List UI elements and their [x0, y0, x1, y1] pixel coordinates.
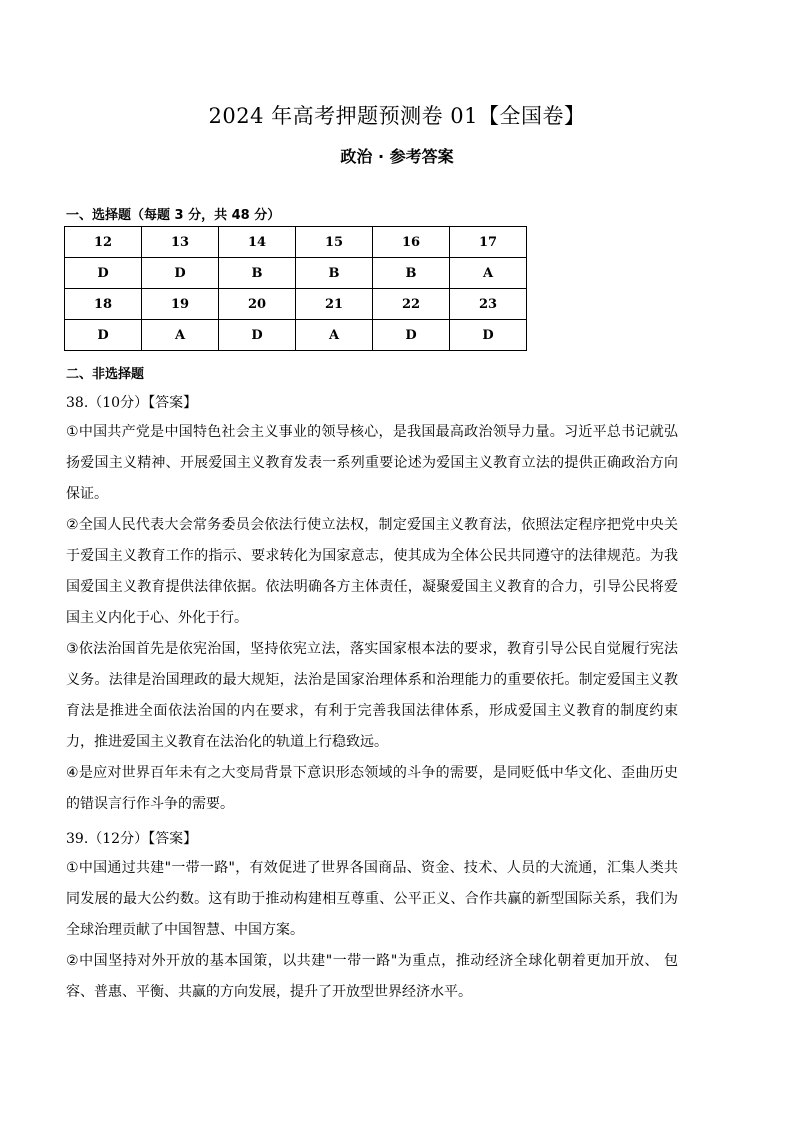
- answer-table-cell: 18: [65, 289, 142, 320]
- page-title: 2024 年高考押题预测卷 01【全国卷】: [208, 104, 586, 128]
- answer-table-cell: A: [296, 320, 373, 351]
- answer-table-cell: A: [142, 320, 219, 351]
- q38-answer-point-1: ①中国共产党是中国特色社会主义事业的领导核心，是我国最高政治领导力量。习近平总书记就弘扬爱国主义精神、开展爱国主义教育发表一系列重要论述为爱国主义教育立法的提供正确政治方向保证。: [66, 424, 678, 502]
- answer-table-cell: D: [450, 320, 527, 351]
- answer-table-row: [65, 227, 527, 258]
- answer-table-cell: D: [142, 258, 219, 289]
- answer-table-cell: 15: [296, 227, 373, 258]
- answer-table-cell: 22: [373, 289, 450, 320]
- answer-table: [64, 226, 527, 351]
- answer-table-cell: 19: [142, 289, 219, 320]
- q38-answer-point-3: ③依法治国首先是依宪治国，坚持依宪立法，落实国家根本法的要求，教育引导公民自觉履行宪法义务。法律是治国理政的最大规矩，法治是国家治理体系和治理能力的重要依托。制定爱国主义教育法是推进全面依法治国的内在要求，有利于完善我国法律体系，形成爱国主义教育的制度约束力，推进爱国主义教育在法治化的轨道上行稳致远。: [66, 641, 678, 750]
- answer-table-cell: B: [296, 258, 373, 289]
- answer-table-cell: 20: [219, 289, 296, 320]
- page-subtitle: 政治 · 参考答案: [340, 147, 454, 166]
- answer-table-cell: 21: [296, 289, 373, 320]
- answer-table-cell: B: [219, 258, 296, 289]
- answer-table-cell: 17: [450, 227, 527, 258]
- q38-answer-point-2: ②全国人民代表大会常务委员会依法行使立法权，制定爱国主义教育法，依照法定程序把党中央关于爱国主义教育工作的指示、要求转化为国家意志，使其成为全体公民共同遵守的法律规范。为我国爱国主义教育提供法律依据。依法明确各方主体责任，凝聚爱国主义教育的合力，引导公民将爱国主义内化于心、外化于行。: [66, 517, 678, 626]
- answer-table-cell: D: [219, 320, 296, 351]
- answer-table-cell: 12: [65, 227, 142, 258]
- answer-table-row: [65, 320, 527, 351]
- answer-table-cell: D: [373, 320, 450, 351]
- answer-table-cell: D: [65, 320, 142, 351]
- answer-table-row: [65, 258, 527, 289]
- answer-table-cell: 16: [373, 227, 450, 258]
- answer-table-row: [65, 289, 527, 320]
- answer-table-cell: B: [373, 258, 450, 289]
- answer-table-cell: 13: [142, 227, 219, 258]
- answer-table-cell: D: [65, 258, 142, 289]
- answer-table-cell: 14: [219, 227, 296, 258]
- q39-answer-point-1: ①中国通过共建"一带一路"，有效促进了世界各国商品、资金、技术、人员的大流通，汇集人类共同发展的最大公约数。这有助于推动构建相互尊重、公平正义、合作共赢的新型国际关系，我们为全球治理贡献了中国智慧、中国方案。: [66, 860, 678, 938]
- q39-answer-point-2: ②中国坚持对外开放的基本国策，以共建"一带一路"为重点，推动经济全球化朝着更加开放、 包容、普惠、平衡、共赢的方向发展，提升了开放型世界经济水平。: [66, 953, 678, 1000]
- answer-table-cell: 23: [450, 289, 527, 320]
- question-38-label: 38.（10分）【答案】: [66, 395, 198, 411]
- question-39-label: 39.（12分）【答案】: [66, 831, 198, 847]
- section-heading-nonchoice: 二、非选择题: [66, 367, 145, 382]
- section-heading-choice: 一、选择题（每题 3 分，共 48 分）: [66, 208, 281, 223]
- answer-table-cell: A: [450, 258, 527, 289]
- q38-answer-point-4: ④是应对世界百年未有之大变局背景下意识形态领域的斗争的需要，是同贬低中华文化、歪曲历史的错误言行作斗争的需要。: [66, 765, 678, 812]
